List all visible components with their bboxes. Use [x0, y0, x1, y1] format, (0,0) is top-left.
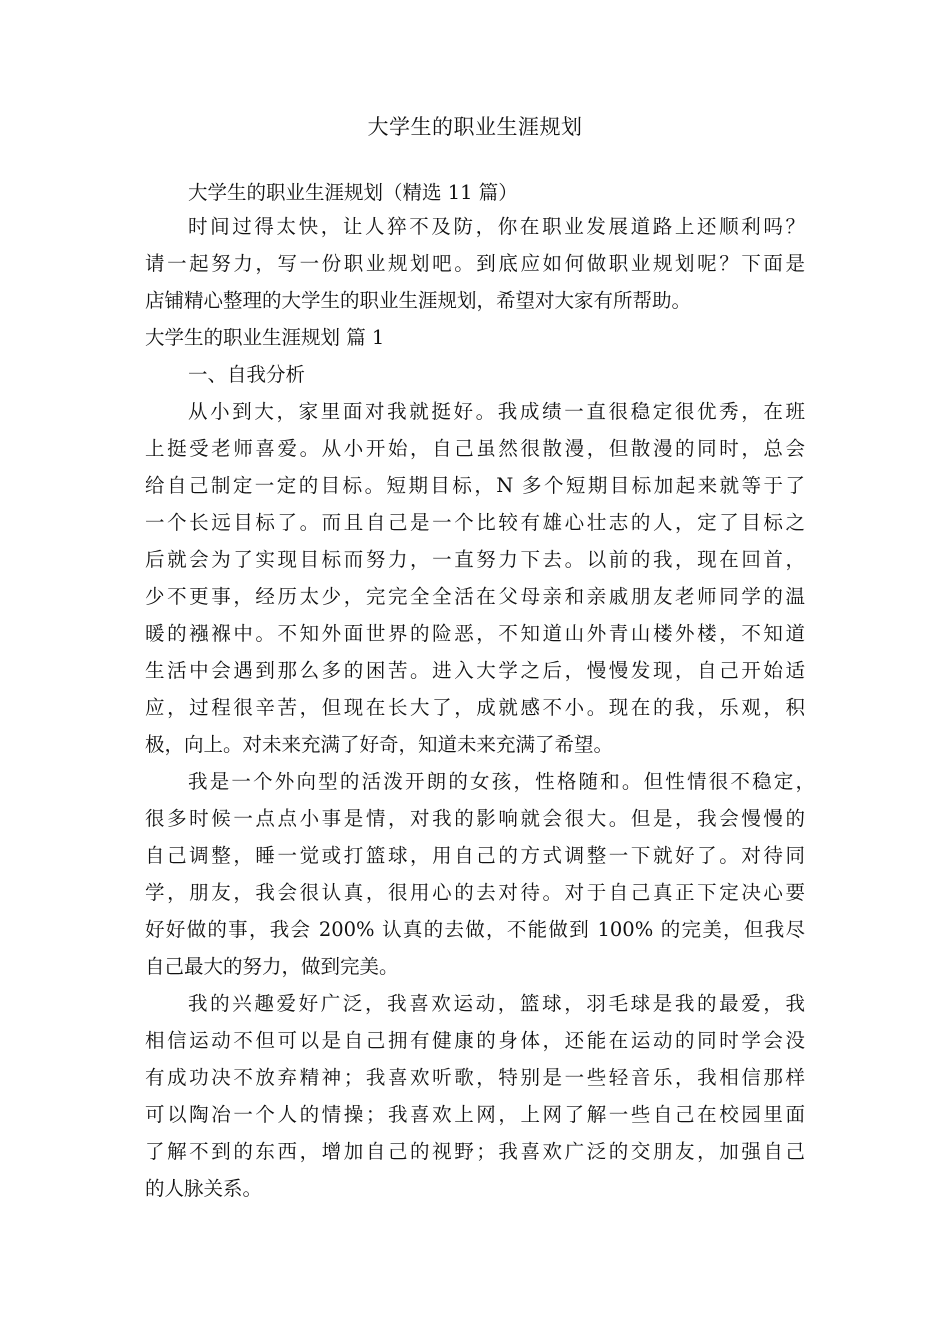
paragraph-line: 从小到大，家里面对我就挺好。我成绩一直很稳定很优秀，在班: [188, 400, 805, 423]
chapter-heading: 大学生的职业生涯规划 篇 1: [145, 326, 385, 349]
paragraph-line: 上挺受老师喜爱。从小开始，自己虽然很散漫，但散漫的同时，总会: [145, 437, 805, 460]
paragraph-line: 的人脉关系。: [145, 1177, 263, 1200]
paragraph-line: 很多时候一点点小事是情，对我的影响就会很大。但是，我会慢慢的: [145, 807, 805, 830]
paragraph-line: 自己调整，睡一觉或打篮球，用自己的方式调整一下就好了。对待同: [145, 844, 805, 867]
intro-line: 店铺精心整理的大学生的职业生涯规划，希望对大家有所帮助。: [145, 289, 692, 312]
paragraph-line: 学，朋友，我会很认真，很用心的去对待。对于自己真正下定决心要: [145, 881, 805, 904]
section-heading: 一、自我分析: [188, 363, 306, 386]
paragraph-line: 生活中会遇到那么多的困苦。进入大学之后，慢慢发现，自己开始适: [145, 659, 805, 682]
subtitle: 大学生的职业生涯规划（精选 11 篇）: [188, 181, 518, 204]
paragraph-line: 极，向上。对未来充满了好奇，知道未来充满了希望。: [145, 733, 614, 756]
paragraph-line: 少不更事，经历太少，完完全全活在父母亲和亲戚朋友老师同学的温: [145, 585, 805, 608]
paragraph-line: 我是一个外向型的活泼开朗的女孩，性格随和。但性情很不稳定，: [188, 770, 815, 793]
intro-line: 时间过得太快，让人猝不及防，你在职业发展道路上还顺利吗？: [188, 215, 805, 238]
document-title: 大学生的职业生涯规划: [367, 115, 583, 139]
paragraph-line: 应，过程很辛苦，但现在长大了，成就感不小。现在的我，乐观，积: [145, 696, 805, 719]
paragraph-line: 相信运动不但可以是自己拥有健康的身体，还能在运动的同时学会没: [145, 1029, 805, 1052]
paragraph-line: 给自己制定一定的目标。短期目标，N 多个短期目标加起来就等于了: [145, 474, 805, 497]
paragraph-line: 自己最大的努力，做到完美。: [145, 955, 399, 978]
paragraph-line: 我的兴趣爱好广泛，我喜欢运动，篮球，羽毛球是我的最爱，我: [188, 992, 805, 1015]
paragraph-line: 了解不到的东西，增加自己的视野；我喜欢广泛的交朋友，加强自己: [145, 1140, 805, 1163]
paragraph-line: 可以陶冶一个人的情操；我喜欢上网，上网了解一些自己在校园里面: [145, 1103, 805, 1126]
paragraph-line: 一个长远目标了。而且自己是一个比较有雄心壮志的人，定了目标之: [145, 511, 805, 534]
paragraph-line: 好好做的事，我会 200% 认真的去做，不能做到 100% 的完美，但我尽: [145, 918, 805, 941]
paragraph-line: 暖的襁褓中。不知外面世界的险恶，不知道山外青山楼外楼，不知道: [145, 622, 805, 645]
intro-line: 请一起努力，写一份职业规划吧。到底应如何做职业规划呢？下面是: [145, 252, 805, 275]
paragraph-line: 后就会为了实现目标而努力，一直努力下去。以前的我，现在回首，: [145, 548, 805, 571]
paragraph-line: 有成功决不放弃精神；我喜欢听歌，特别是一些轻音乐，我相信那样: [145, 1066, 805, 1089]
